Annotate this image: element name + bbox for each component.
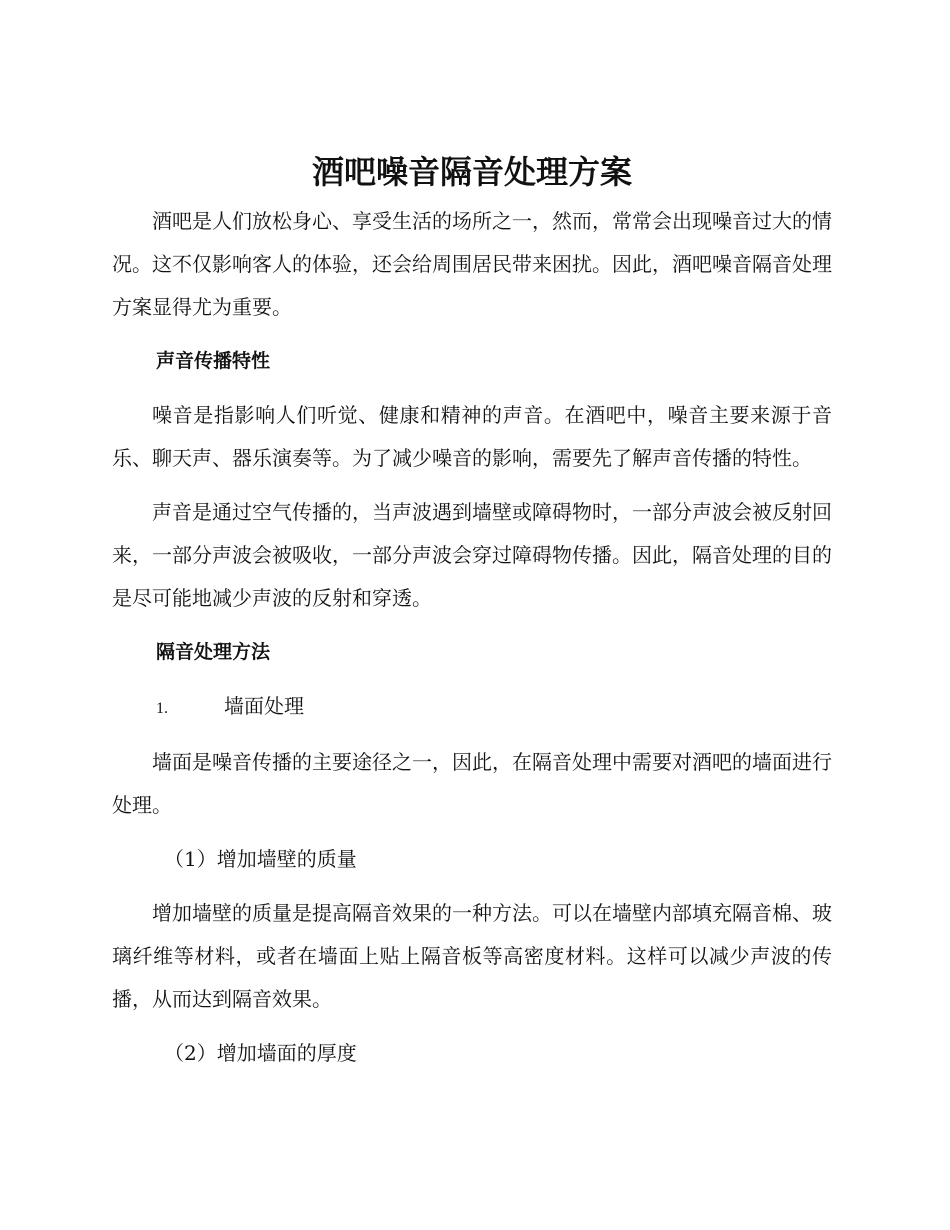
paragraph-noise-definition: 噪音是指影响人们听觉、健康和精神的声音。在酒吧中，噪音主要来源于音乐、聊天声、器乐演奏等。为了减少噪音的影响，需要先了解声音传播的特性。 bbox=[112, 403, 832, 470]
document-title: 酒吧噪音隔音处理方案 bbox=[311, 153, 632, 191]
section-heading-sound-propagation: 声音传播特性 bbox=[156, 350, 271, 372]
paragraph-wall-mass: 增加墙壁的质量是提高隔音效果的一种方法。可以在墙壁内部填充隔音棉、玻璃纤维等材料，或者在墙面上贴上隔音板等高密度材料。这样可以减少声波的传播，从而达到隔音效果。 bbox=[112, 901, 832, 1011]
document-content bbox=[112, 150, 832, 1086]
section-heading-soundproofing-methods: 隔音处理方法 bbox=[156, 641, 271, 663]
list-item-label: 墙面处理 bbox=[224, 694, 304, 718]
paragraph-wall-treatment: 墙面是噪音传播的主要途径之一，因此，在隔音处理中需要对酒吧的墙面进行处理。 bbox=[112, 750, 832, 817]
list-number: 1. bbox=[156, 700, 168, 717]
intro-paragraph: 酒吧是人们放松身心、享受生活的场所之一，然而，常常会出现噪音过大的情况。这不仅影响客人的体验，还会给周围居民带来困扰。因此，酒吧噪音隔音处理方案显得尤为重要。 bbox=[112, 209, 832, 319]
numbered-item-wall-treatment bbox=[112, 685, 832, 730]
subitem-wall-thickness: （2）增加墙面的厚度 bbox=[164, 1041, 357, 1065]
paragraph-sound-transmission: 声音是通过空气传播的，当声波遇到墙壁或障碍物时，一部分声波会被反射回来，一部分声波会被吸收，一部分声波会穿过障碍物传播。因此，隔音处理的目的是尽可能地减少声波的反射和穿透。 bbox=[112, 500, 832, 610]
subitem-wall-mass: （1）增加墙壁的质量 bbox=[164, 847, 357, 871]
